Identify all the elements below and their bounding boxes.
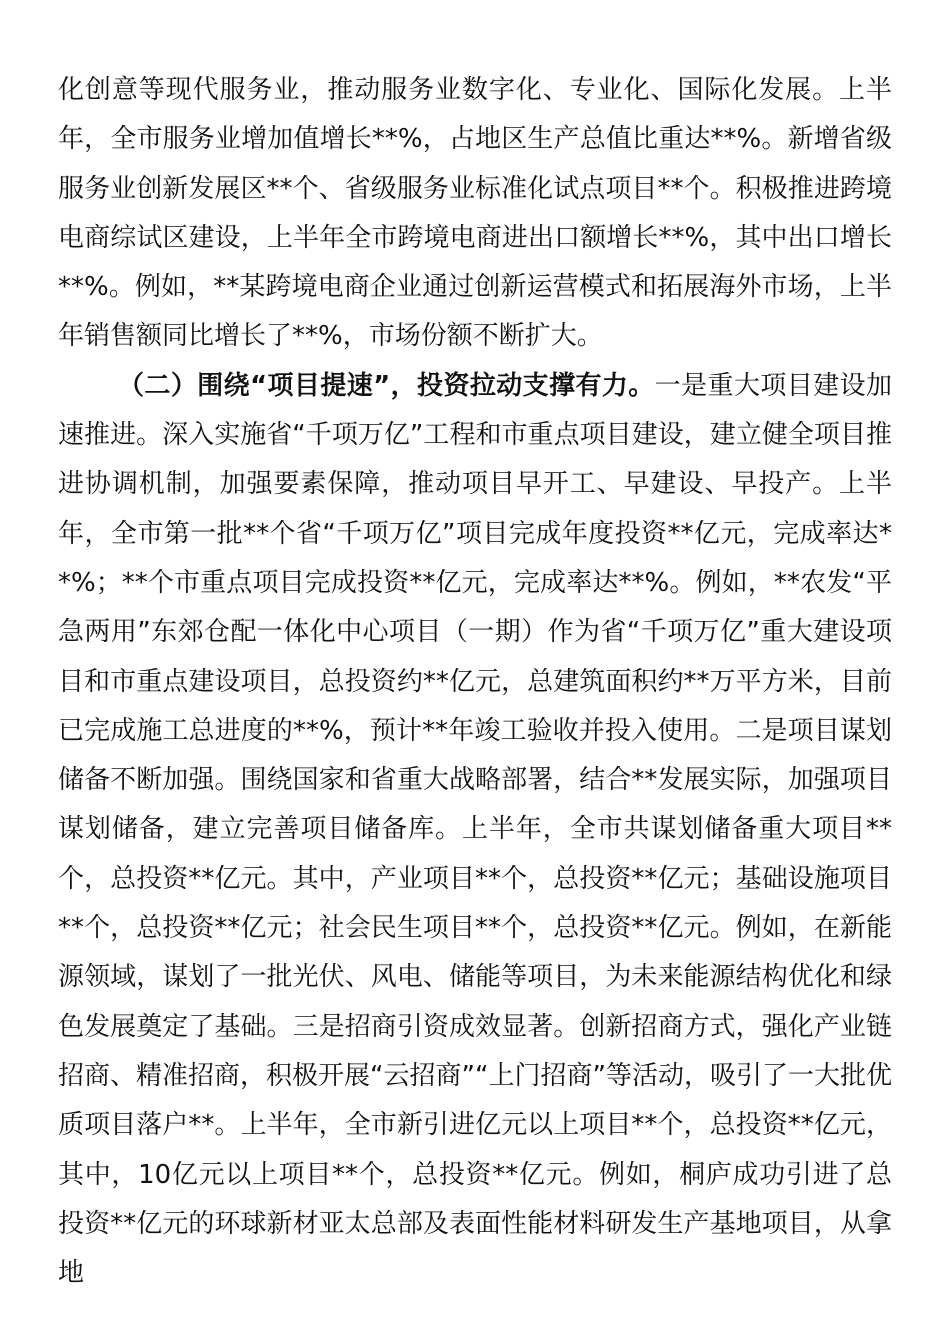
paragraph-text: 一是重大项目建设加速推进。深入实施省“千项万亿”工程和市重点项目建设，建立健全项目推进协调机制，加强要素保障，推动项目早开工、早建设、早投产。上半年，全市第一批**个省“千项万亿”项目完成年度投资**亿元，完成率达**%；**个市重点项目完成投资**亿元，完成率达**%。例如，**农发“平急两用”东郊仓配一体化中心项目（一期）作为省“千项万亿”重大建设项目和市重点建设项目，总投资约**亿元，总建筑面积约**万平方米，目前已完成施工总进度的**%，预计**年竣工验收并投入使用。二是项目谋划储备不断加强。围绕国家和省重大战略部署，结合**发展实际，加强项目谋划储备，建立完善项目储备库。上半年，全市共谋划储备重大项目**个，总投资**亿元。其中，产业项目**个，总投资**亿元；基础设施项目**个，总投资**亿元；社会民生项目**个，总投资**亿元。例如，在新能源领域，谋划了一批光伏、风电、储能等项目，为未来能源结构优化和绿色发展奠定了基础。三是招商引资成效显著。创新招商方式，强化产业链招商、精准招商，积极开展“云招商”“上门招商”等活动，吸引了一大批优质项目落户**。上半年，全市新引进亿元以上项目**个，总投资**亿元，其中，10亿元以上项目**个，总投资**亿元。例如，桐庐成功引进了总投资**亿元的环球新材亚太总部及表面性能材料研发生产基地项目，从拿地 [58,370,892,1289]
paragraph-investment [58,362,892,1299]
document-body [58,66,892,1298]
paragraph-text: 化创意等现代服务业，推动服务业数字化、专业化、国际化发展。上半年，全市服务业增加值增长**%，占地区生产总值比重达**%。新增省级服务业创新发展区**个、省级服务业标准化试点项目**个。积极推进跨境电商综试区建设，上半年全市跨境电商进出口额增长**%，其中出口增长**%。例如，**某跨境电商企业通过创新运营模式和拓展海外市场，上半年销售额同比增长了**%，市场份额不断扩大。 [58,75,892,352]
section-heading: （二）围绕“项目提速”，投资拉动支撑有力。 [118,370,655,401]
paragraph-services [58,66,892,362]
